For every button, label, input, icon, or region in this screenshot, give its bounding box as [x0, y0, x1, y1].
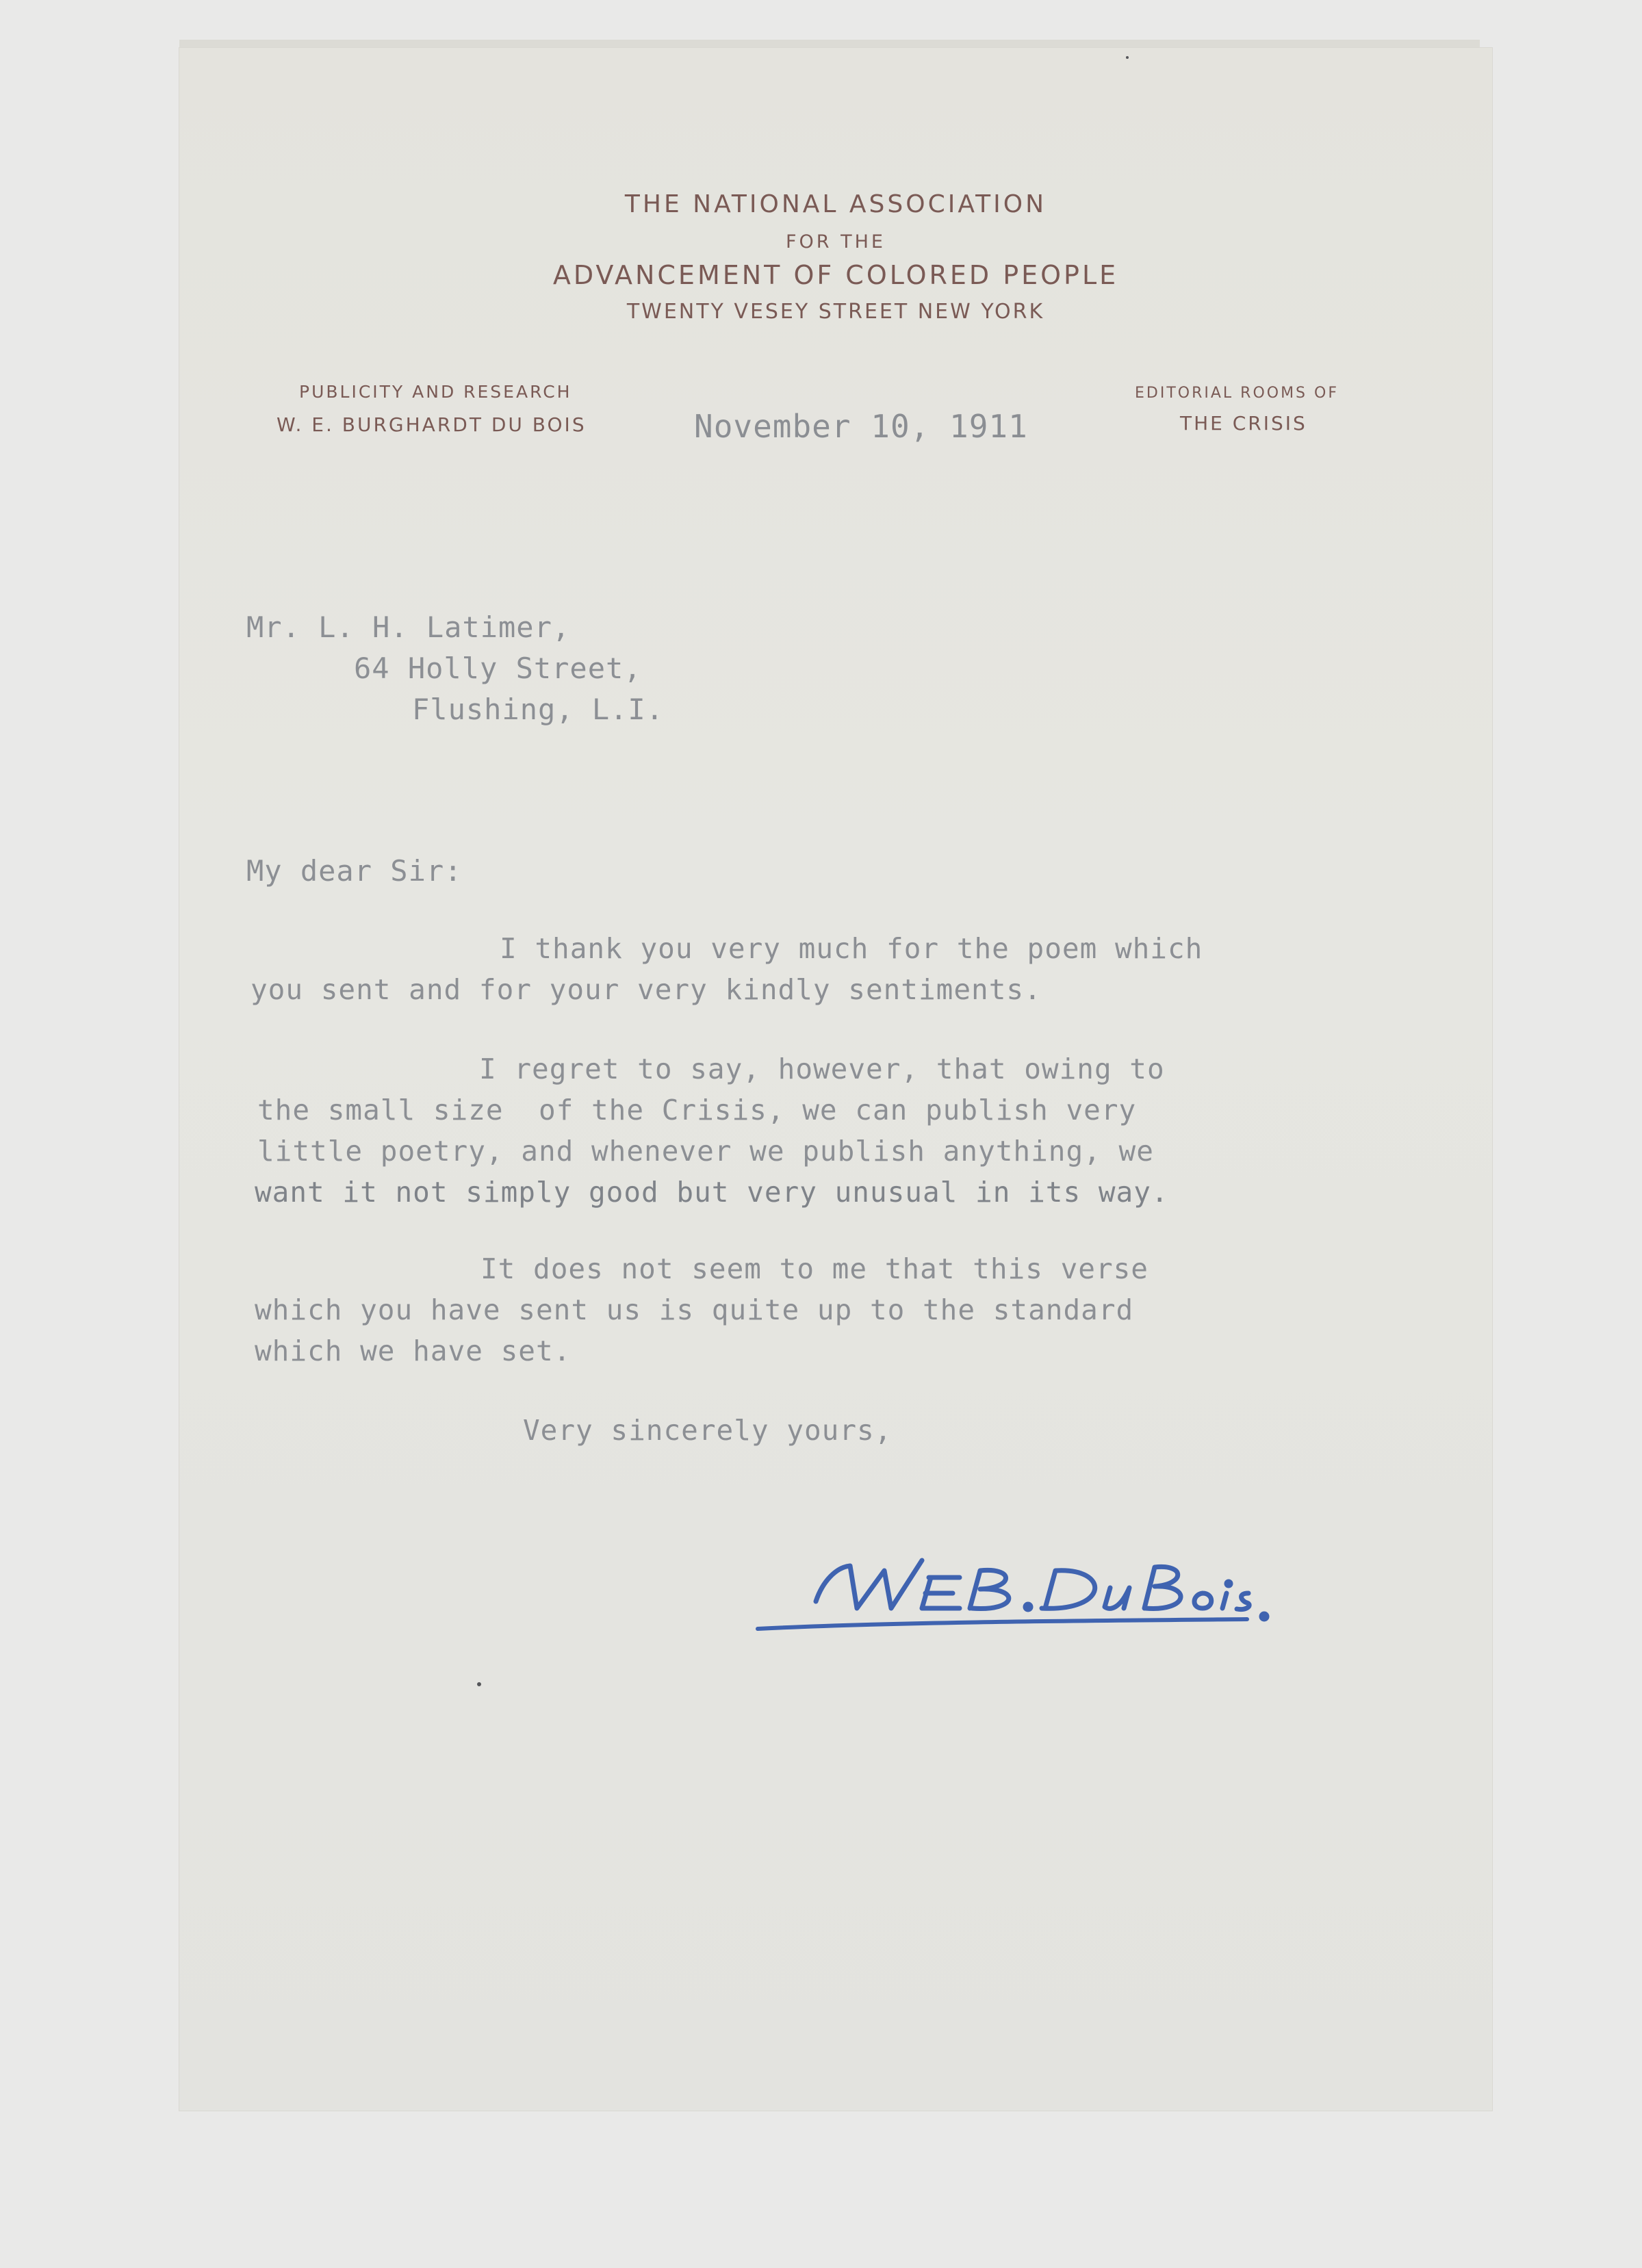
handwritten-signature	[754, 1540, 1288, 1663]
letter-paper	[179, 48, 1492, 2111]
letterhead-org-line2: FOR THE	[786, 231, 886, 253]
paragraph-3-line-3: which we have set.	[255, 1335, 572, 1367]
recipient-name: Mr. L. H. Latimer,	[246, 610, 571, 644]
paragraph-2-line-2: the small size of the Crisis, we can publish very	[257, 1094, 1137, 1126]
paragraph-3-line-1: It does not seem to me that this verse	[480, 1252, 1149, 1285]
salutation: My dear Sir:	[246, 854, 463, 888]
closing: Very sincerely yours,	[523, 1414, 893, 1447]
paragraph-1-line-1: I thank you very much for the poem which	[500, 932, 1203, 965]
recipient-street: 64 Holly Street,	[354, 652, 642, 685]
paragraph-2-line-3: little poetry, and whenever we publish anything, we	[257, 1135, 1154, 1168]
editorial-rooms-label: EDITORIAL ROOMS OF	[1135, 385, 1339, 402]
recipient-city: Flushing, L.I.	[412, 693, 665, 726]
paper-speck	[477, 1682, 481, 1686]
paragraph-3-line-2: which you have sent us is quite up to the standard	[255, 1293, 1134, 1326]
publication-name: THE CRISIS	[1180, 412, 1307, 435]
department-label: PUBLICITY AND RESEARCH	[299, 382, 572, 402]
letterhead-org-line3: ADVANCEMENT OF COLORED PEOPLE	[552, 260, 1119, 290]
paper-speck	[1126, 56, 1129, 59]
paragraph-1-line-2: you sent and for your very kindly sentiments.	[251, 973, 1042, 1006]
letterhead-org-line1: THE NATIONAL ASSOCIATION	[624, 190, 1047, 218]
signature-text: W.E.B. DuBois.	[754, 1540, 760, 1541]
director-name: W. E. BURGHARDT DU BOIS	[277, 413, 587, 436]
letter-date: November 10, 1911	[694, 408, 1028, 445]
paragraph-2-line-4: want it not simply good but very unusual in its way.	[255, 1176, 1169, 1209]
paragraph-2-line-1: I regret to say, however, that owing to	[479, 1053, 1165, 1085]
letterhead-address: TWENTY VESEY STREET NEW YORK	[626, 300, 1045, 324]
